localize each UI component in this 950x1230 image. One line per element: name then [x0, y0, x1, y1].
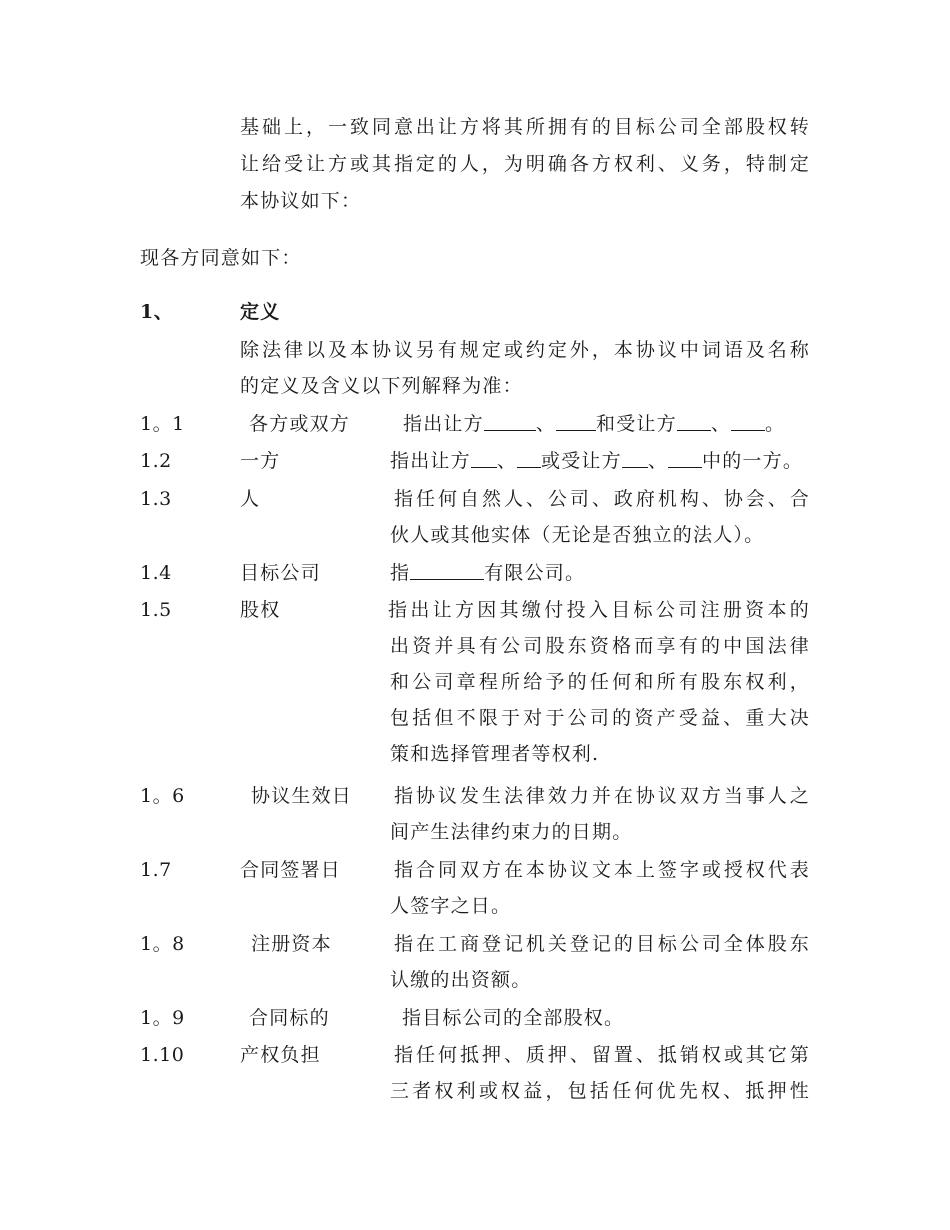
definition-text: 出资并具有公司股东资格而享有的中国法律 — [390, 635, 810, 657]
definition-number: 1.7 — [140, 859, 172, 881]
definition-text: 人签字之日。 — [390, 895, 512, 917]
definition-term: 各方或双方 — [249, 413, 351, 435]
definition-number: 1.2 — [140, 450, 172, 472]
definition-text: 指任何抵押、质押、留置、抵销权或其它第 — [394, 1044, 810, 1066]
definition-text: 伙人或其他实体（无论是否独立的法人）。 — [390, 524, 765, 546]
definition-text: 指任何自然人、公司、政府机构、协会、合 — [394, 488, 810, 510]
intro-line: 让给受让方或其指定的人，为明确各方权利、义务，特制定 — [240, 153, 810, 175]
definition-number: 1。1 — [140, 413, 185, 435]
intro-line: 基础上，一致同意出让方将其所拥有的目标公司全部股权转 — [240, 116, 810, 138]
definition-text: 和公司章程所给予的任何和所有股东权利， — [390, 671, 810, 693]
definition-text: 指出让方因其缴付投入目标公司注册资本的 — [388, 599, 810, 621]
definition-text: 指协议发生法律效力并在协议双方当事人之 — [394, 785, 810, 807]
definition-number: 1.4 — [140, 562, 172, 584]
definition-number: 1。9 — [140, 1007, 185, 1029]
definition-number: 1.10 — [140, 1044, 185, 1066]
definition-term: 人 — [240, 488, 261, 510]
definition-term: 合同签署日 — [240, 859, 342, 881]
definition-number: 1。6 — [140, 785, 185, 807]
section-number: 1、 — [140, 301, 174, 323]
intro-line: 本协议如下： — [240, 190, 362, 212]
definition-term: 一方 — [240, 450, 281, 472]
definition-term: 产权负担 — [240, 1044, 321, 1066]
agree-line: 现各方同意如下： — [140, 247, 302, 269]
definition-term: 协议生效日 — [251, 785, 353, 807]
definition-term: 股权 — [240, 599, 281, 621]
definition-number: 1。8 — [140, 933, 185, 955]
definition-text: 指 有限公司。 — [390, 562, 586, 584]
section-title: 定义 — [240, 301, 281, 323]
definition-term: 注册资本 — [251, 933, 332, 955]
definition-term: 合同标的 — [249, 1007, 330, 1029]
definition-term: 目标公司 — [240, 562, 321, 584]
definition-text: 间产生法律约束力的日期。 — [390, 821, 633, 843]
definition-number: 1.5 — [140, 599, 172, 621]
definition-text: 指出让方 、 或受让方 、 中的一方。 — [390, 450, 804, 472]
definition-text: 策和选择管理者等权利. — [390, 743, 600, 765]
definition-text: 包括但不限于对于公司的资产受益、重大决 — [390, 707, 810, 729]
definition-text: 指合同双方在本协议文本上签字或授权代表 — [394, 859, 810, 881]
section-intro-line: 除法律以及本协议另有规定或约定外，本协议中词语及名称 — [240, 339, 810, 361]
definition-text: 三者权利或权益，包括任何优先权、抵押性 — [390, 1080, 810, 1102]
definition-number: 1.3 — [140, 488, 172, 510]
section-intro-line: 的定义及含义以下列解释为准： — [240, 375, 523, 397]
definition-text: 指在工商登记机关登记的目标公司全体股东 — [394, 933, 810, 955]
definition-text: 指出让方 、 和受让方 、 。 — [403, 413, 786, 435]
definition-text: 指目标公司的全部股权。 — [402, 1007, 625, 1029]
definition-text: 认缴的出资额。 — [390, 969, 532, 991]
